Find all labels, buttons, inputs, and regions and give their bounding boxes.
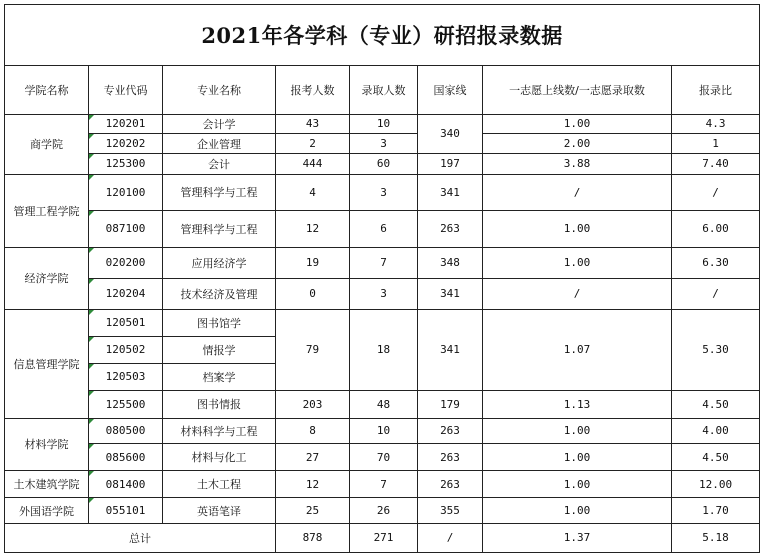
admitted: 26 bbox=[350, 498, 418, 524]
major-code: 081400 bbox=[89, 471, 163, 498]
header-first-choice-ratio: 一志愿上线数/一志愿录取数 bbox=[483, 66, 672, 115]
college-name: 外国语学院 bbox=[5, 498, 89, 524]
major-code: 080500 bbox=[89, 418, 163, 444]
admitted: 7 bbox=[350, 247, 418, 278]
total-admitted: 271 bbox=[350, 523, 418, 552]
major-code: 120100 bbox=[89, 174, 163, 210]
apply-admit-ratio: 12.00 bbox=[672, 471, 760, 498]
applicants: 27 bbox=[276, 444, 350, 471]
applicants: 8 bbox=[276, 418, 350, 444]
major-name: 管理科学与工程 bbox=[163, 174, 276, 210]
admitted: 48 bbox=[350, 390, 418, 418]
header-row bbox=[5, 66, 760, 115]
admitted: 18 bbox=[350, 309, 418, 390]
first-choice-ratio: 2.00 bbox=[483, 134, 672, 154]
major-name: 英语笔译 bbox=[163, 498, 276, 524]
national-line: 341 bbox=[418, 309, 483, 390]
header-college: 学院名称 bbox=[5, 66, 89, 115]
major-name: 图书馆学 bbox=[163, 309, 276, 336]
major-code: 120204 bbox=[89, 278, 163, 309]
first-choice-ratio: / bbox=[483, 174, 672, 210]
admitted: 7 bbox=[350, 471, 418, 498]
national-line: 341 bbox=[418, 278, 483, 309]
total-first-choice-ratio: 1.37 bbox=[483, 523, 672, 552]
national-line: 340 bbox=[418, 114, 483, 153]
apply-admit-ratio: 4.50 bbox=[672, 390, 760, 418]
first-choice-ratio: 1.00 bbox=[483, 444, 672, 471]
admitted: 3 bbox=[350, 278, 418, 309]
applicants: 12 bbox=[276, 471, 350, 498]
admission-data-table bbox=[4, 4, 760, 553]
national-line: 263 bbox=[418, 444, 483, 471]
major-name: 土木工程 bbox=[163, 471, 276, 498]
national-line: 197 bbox=[418, 153, 483, 174]
major-code: 120201 bbox=[89, 114, 163, 134]
table-row bbox=[5, 114, 760, 134]
table-row bbox=[5, 498, 760, 524]
major-code: 125300 bbox=[89, 153, 163, 174]
applicants: 4 bbox=[276, 174, 350, 210]
apply-admit-ratio: 1.70 bbox=[672, 498, 760, 524]
admitted: 10 bbox=[350, 114, 418, 134]
total-label: 总计 bbox=[5, 523, 276, 552]
table-row bbox=[5, 471, 760, 498]
header-admitted: 录取人数 bbox=[350, 66, 418, 115]
major-name: 档案学 bbox=[163, 363, 276, 390]
header-major: 专业名称 bbox=[163, 66, 276, 115]
table-row bbox=[5, 390, 760, 418]
college-name: 材料学院 bbox=[5, 418, 89, 471]
national-line: 263 bbox=[418, 210, 483, 247]
first-choice-ratio: 1.00 bbox=[483, 498, 672, 524]
college-name: 信息管理学院 bbox=[5, 309, 89, 418]
first-choice-ratio: 3.88 bbox=[483, 153, 672, 174]
major-name: 会计 bbox=[163, 153, 276, 174]
major-code: 085600 bbox=[89, 444, 163, 471]
header-code: 专业代码 bbox=[89, 66, 163, 115]
applicants: 0 bbox=[276, 278, 350, 309]
national-line: 263 bbox=[418, 471, 483, 498]
national-line: 355 bbox=[418, 498, 483, 524]
applicants: 2 bbox=[276, 134, 350, 154]
major-code: 120202 bbox=[89, 134, 163, 154]
first-choice-ratio: 1.00 bbox=[483, 210, 672, 247]
apply-admit-ratio: 4.3 bbox=[672, 114, 760, 134]
applicants: 12 bbox=[276, 210, 350, 247]
college-name: 土木建筑学院 bbox=[5, 471, 89, 498]
apply-admit-ratio: 1 bbox=[672, 134, 760, 154]
applicants: 79 bbox=[276, 309, 350, 390]
major-name: 材料与化工 bbox=[163, 444, 276, 471]
major-name: 企业管理 bbox=[163, 134, 276, 154]
apply-admit-ratio: 6.00 bbox=[672, 210, 760, 247]
first-choice-ratio: 1.00 bbox=[483, 418, 672, 444]
major-code: 120501 bbox=[89, 309, 163, 336]
college-name: 商学院 bbox=[5, 114, 89, 174]
national-line: 341 bbox=[418, 174, 483, 210]
admitted: 10 bbox=[350, 418, 418, 444]
major-code: 125500 bbox=[89, 390, 163, 418]
apply-admit-ratio: / bbox=[672, 174, 760, 210]
total-applicants: 878 bbox=[276, 523, 350, 552]
table-row bbox=[5, 134, 760, 154]
admitted: 3 bbox=[350, 134, 418, 154]
table-row bbox=[5, 418, 760, 444]
table-row bbox=[5, 278, 760, 309]
header-national-line: 国家线 bbox=[418, 66, 483, 115]
header-apply-admit-ratio: 报录比 bbox=[672, 66, 760, 115]
total-national-line: / bbox=[418, 523, 483, 552]
major-name: 材料科学与工程 bbox=[163, 418, 276, 444]
table-row bbox=[5, 247, 760, 278]
applicants: 19 bbox=[276, 247, 350, 278]
admitted: 6 bbox=[350, 210, 418, 247]
major-name: 技术经济及管理 bbox=[163, 278, 276, 309]
table-row bbox=[5, 153, 760, 174]
apply-admit-ratio: 5.30 bbox=[672, 309, 760, 390]
major-code: 087100 bbox=[89, 210, 163, 247]
first-choice-ratio: 1.00 bbox=[483, 114, 672, 134]
apply-admit-ratio: 7.40 bbox=[672, 153, 760, 174]
applicants: 444 bbox=[276, 153, 350, 174]
total-row bbox=[5, 523, 760, 552]
header-applicants: 报考人数 bbox=[276, 66, 350, 115]
applicants: 203 bbox=[276, 390, 350, 418]
major-name: 应用经济学 bbox=[163, 247, 276, 278]
major-code: 020200 bbox=[89, 247, 163, 278]
admitted: 3 bbox=[350, 174, 418, 210]
apply-admit-ratio: 4.00 bbox=[672, 418, 760, 444]
national-line: 263 bbox=[418, 418, 483, 444]
table-title: 2021年各学科（专业）研招报录数据 bbox=[5, 5, 760, 66]
major-code: 120502 bbox=[89, 336, 163, 363]
admitted: 70 bbox=[350, 444, 418, 471]
total-apply-admit-ratio: 5.18 bbox=[672, 523, 760, 552]
admitted: 60 bbox=[350, 153, 418, 174]
table-row bbox=[5, 174, 760, 210]
major-name: 会计学 bbox=[163, 114, 276, 134]
table-row bbox=[5, 309, 760, 336]
college-name: 管理工程学院 bbox=[5, 174, 89, 247]
first-choice-ratio: 1.00 bbox=[483, 247, 672, 278]
apply-admit-ratio: 4.50 bbox=[672, 444, 760, 471]
applicants: 25 bbox=[276, 498, 350, 524]
national-line: 348 bbox=[418, 247, 483, 278]
first-choice-ratio: / bbox=[483, 278, 672, 309]
applicants: 43 bbox=[276, 114, 350, 134]
major-name: 情报学 bbox=[163, 336, 276, 363]
apply-admit-ratio: 6.30 bbox=[672, 247, 760, 278]
major-code: 055101 bbox=[89, 498, 163, 524]
table-row bbox=[5, 210, 760, 247]
major-name: 管理科学与工程 bbox=[163, 210, 276, 247]
major-code: 120503 bbox=[89, 363, 163, 390]
apply-admit-ratio: / bbox=[672, 278, 760, 309]
first-choice-ratio: 1.00 bbox=[483, 471, 672, 498]
first-choice-ratio: 1.13 bbox=[483, 390, 672, 418]
national-line: 179 bbox=[418, 390, 483, 418]
first-choice-ratio: 1.07 bbox=[483, 309, 672, 390]
college-name: 经济学院 bbox=[5, 247, 89, 309]
major-name: 图书情报 bbox=[163, 390, 276, 418]
table-row bbox=[5, 444, 760, 471]
